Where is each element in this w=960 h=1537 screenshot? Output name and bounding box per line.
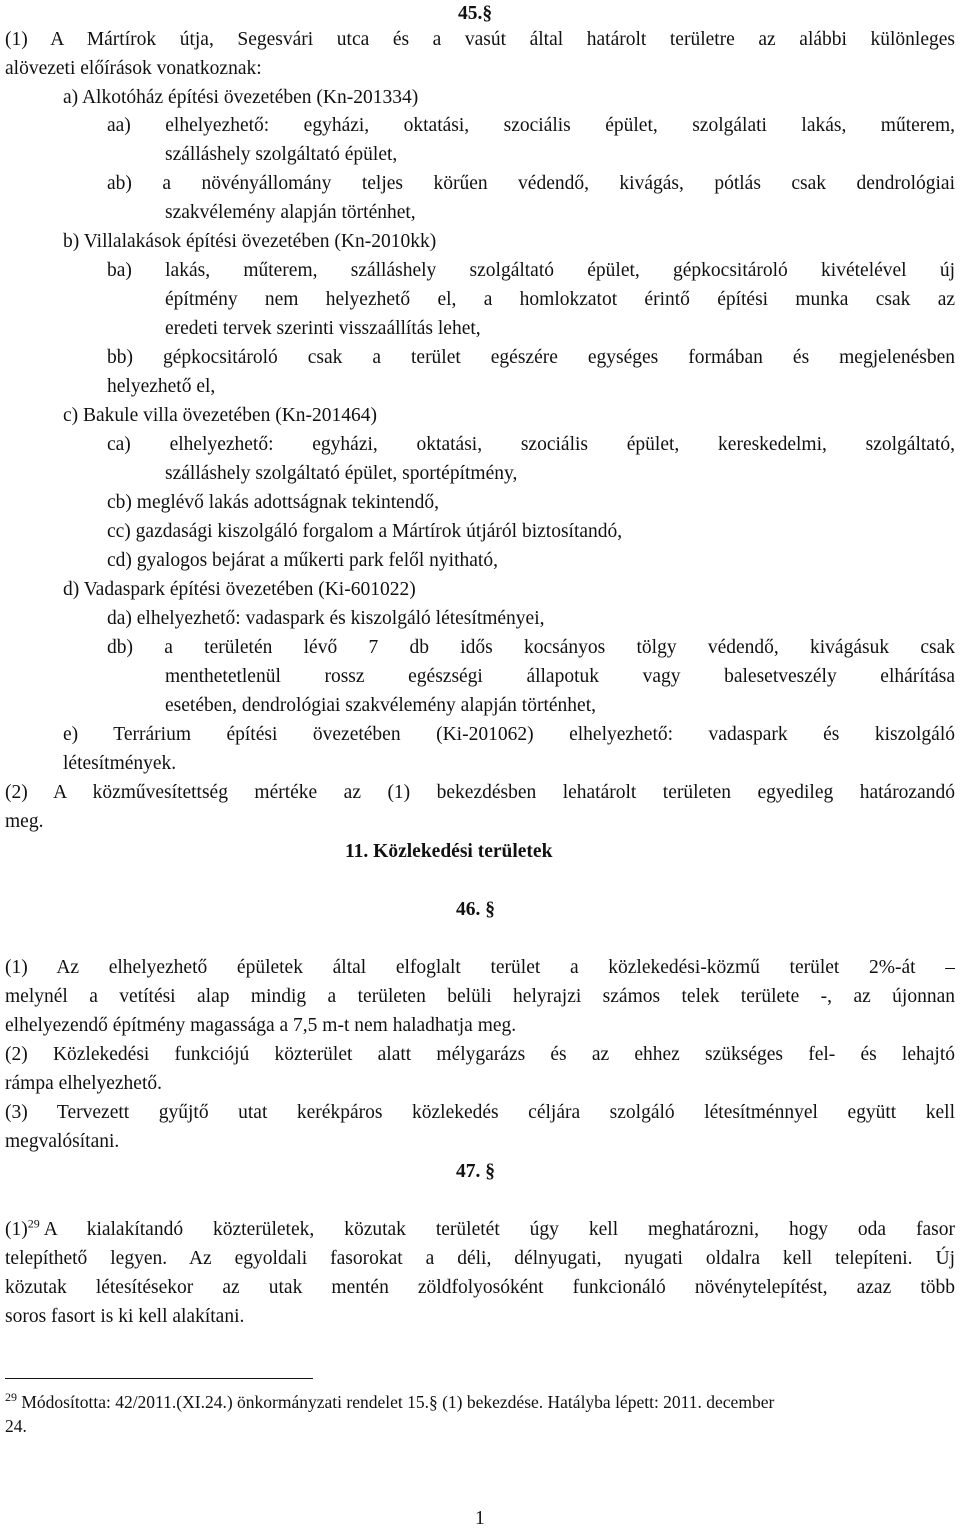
s45-item-ba: ba) lakás, műterem, szálláshely szolgáltató épület, gépkocsitároló kivételével új: [107, 260, 955, 281]
footnote-separator: [5, 1378, 313, 1379]
s46-line: elhelyezendő építmény magassága a 7,5 m-t nem haladhatja meg.: [5, 1015, 517, 1036]
s45-item-bb: bb) gépkocsitároló csak a terület egészére egységes formában és megjelenésben: [107, 347, 955, 368]
s45-line: építmény nem helyezhető el, a homlokzatot érintő építési munka csak az: [165, 289, 955, 310]
s45-item-d: d) Vadaspark építési övezetében (Ki-601022): [63, 579, 416, 600]
s46-paragraph-1: (1) Az elhelyezhető épületek által elfoglalt terület a közlekedési-közmű terület 2%-át –: [5, 957, 955, 978]
s45-line: szálláshely szolgáltató épület,: [165, 144, 398, 165]
footnote-line-1: $^{29}$ Módosította: 42/2011.(XI.24.) önkormányzati rendelet 15.§ (1) bekezdése. Hatályba lépett: 2011. december: [5, 1390, 775, 1412]
s45-item-db: db) a területén lévő 7 db idős kocsányos tölgy védendő, kivágásuk csak: [107, 637, 955, 658]
s47-line: közutak létesítésekor az utak mentén zöldfolyosóként funkcionáló növénytelepítést, azaz több: [5, 1277, 955, 1298]
s47-first-line-prefix: $(1)^{29}$: [5, 1216, 40, 1240]
section-47-heading: 47. §: [456, 1161, 495, 1182]
s45-line: esetében, dendrológiai szakvélemény alapján történhet,: [165, 695, 596, 716]
s45-item-cd: cd) gyalogos bejárat a műkerti park felől nyitható,: [107, 550, 498, 571]
s46-line: rámpa elhelyezhető.: [5, 1073, 162, 1094]
s45-item-ca: ca) elhelyezhető: egyházi, oktatási, szociális épület, kereskedelmi, szolgáltató,: [107, 434, 955, 455]
s45-item-b: b) Villalakások építési övezetében (Kn-2010kk): [63, 231, 437, 252]
section-45-heading: 45.§: [458, 3, 493, 24]
s45-item-c: c) Bakule villa övezetében (Kn-201464): [63, 405, 378, 426]
s47-first-line-text: A kialakítandó közterületek, közutak területét úgy kell meghatározni, hogy oda fasor: [43, 1219, 955, 1240]
s45-paragraph-2: (2) A közművesítettség mértéke az (1) bekezdésben lehatárolt területen egyedileg határozandó: [5, 782, 955, 803]
s47-line: soros fasort is ki kell alakítani.: [5, 1306, 245, 1327]
s47-paragraph-1: [5, 1216, 955, 1244]
s45-item-e: e) Terrárium építési övezetében (Ki-201062) elhelyezhető: vadaspark és kiszolgáló: [63, 724, 955, 745]
s45-item-aa: aa) elhelyezhető: egyházi, oktatási, szociális épület, szolgálati lakás, műterem,: [107, 115, 955, 136]
s46-line: megvalósítani.: [5, 1131, 120, 1152]
s45-line: meg.: [5, 811, 44, 832]
footnote-mark: 29: [5, 1390, 17, 1405]
s46-line: melynél a vetítési alap mindig a területen belüli helyrajzi számos telek területe -, az újonnan: [5, 986, 955, 1007]
s45-item-cc: cc) gazdasági kiszolgáló forgalom a Mártírok útjáról biztosítandó,: [107, 521, 623, 542]
s45-item-a: a) Alkotóház építési övezetében (Kn-201334): [63, 87, 419, 108]
s46-paragraph-3: (3) Tervezett gyűjtő utat kerékpáros közlekedés céljára szolgáló létesítménnyel együtt kell: [5, 1102, 955, 1123]
s45-line: (1) A Mártírok útja, Segesvári utca és a vasút által határolt területre az alábbi különleges: [5, 29, 955, 50]
s45-line: menthetetlenül rossz egészségi állapotuk vagy balesetveszély elhárítása: [165, 666, 955, 687]
s45-line: létesítmények.: [63, 753, 177, 774]
s45-line: szálláshely szolgáltató épület, sportépítmény,: [165, 463, 518, 484]
s45-item-da: da) elhelyezhető: vadaspark és kiszolgáló létesítményei,: [107, 608, 545, 629]
s45-line: szakvélemény alapján történhet,: [165, 202, 416, 223]
s45-line: eredeti tervek szerinti visszaállítás lehet,: [165, 318, 481, 339]
footnote-line-2: 24.: [5, 1416, 27, 1436]
page-number: 1: [475, 1508, 485, 1529]
s45-item-cb: cb) meglévő lakás adottságnak tekintendő,: [107, 492, 439, 513]
s45-line: helyezhető el,: [107, 376, 216, 397]
chapter-title: 11. Közlekedési területek: [345, 841, 553, 862]
footnote-reference[interactable]: 29: [27, 1216, 40, 1231]
s47-line: telepíthető legyen. Az egyoldali fasorokat a déli, délnyugati, nyugati oldalra kell telepíteni. Új: [5, 1248, 955, 1269]
s45-item-ab: ab) a növényállomány teljes körűen védendő, kivágás, pótlás csak dendrológiai: [107, 173, 955, 194]
section-46-heading: 46. §: [456, 899, 495, 920]
s46-paragraph-2: (2) Közlekedési funkciójú közterület alatt mélygarázs és az ehhez szükséges fel- és lehajtó: [5, 1044, 955, 1065]
s45-line: alövezeti előírások vonatkoznak:: [5, 58, 262, 79]
